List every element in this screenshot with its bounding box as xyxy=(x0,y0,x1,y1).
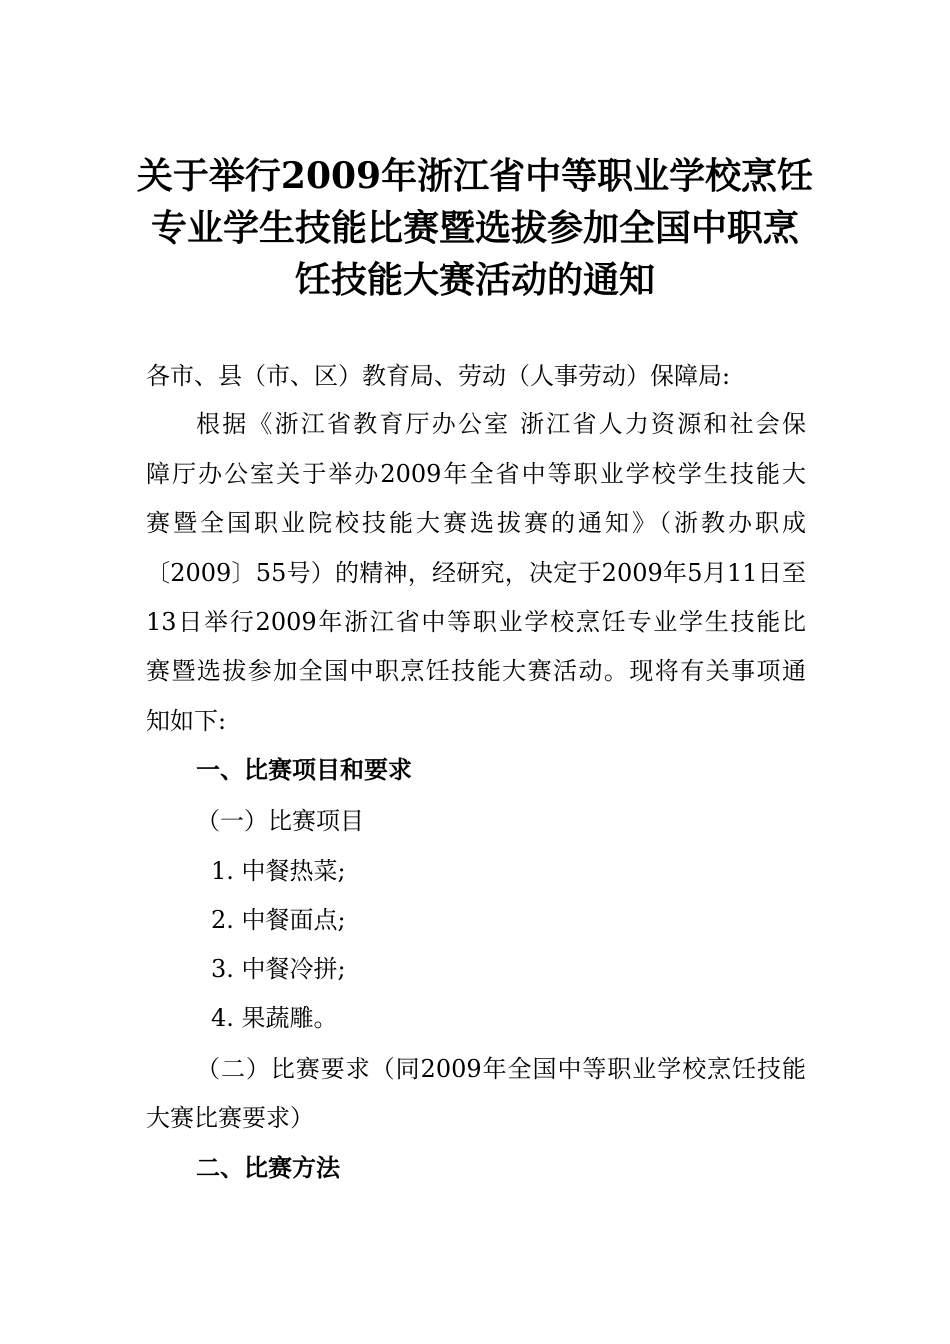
title-line-3: 饪技能大赛活动的通知 xyxy=(294,259,655,301)
section-1-sub-1: （一）比赛项目 xyxy=(196,807,364,835)
list-item-1: 1. 中餐热菜; xyxy=(211,857,346,885)
section-1-sub-2-line-1: （二）比赛要求（同2009年全国中等职业学校烹饪技能 xyxy=(196,1055,806,1083)
intro-line-2: 障厅办公室关于举办2009年全省中等职业学校学生技能大 xyxy=(146,460,806,488)
intro-line-1: 根据《浙江省教育厅办公室 浙江省人力资源和社会保 xyxy=(196,410,806,438)
section-2-heading: 二、比赛方法 xyxy=(196,1154,340,1182)
list-item-3: 3. 中餐冷拼; xyxy=(211,955,346,983)
title-line-1: 关于举行2009年浙江省中等职业学校烹饪 xyxy=(136,155,814,197)
list-item-2: 2. 中餐面点; xyxy=(211,906,346,934)
intro-line-6: 赛暨选拔参加全国中职烹饪技能大赛活动。现将有关事项通 xyxy=(146,657,806,685)
section-1-sub-2-line-2: 大赛比赛要求） xyxy=(146,1104,314,1132)
intro-line-7: 知如下: xyxy=(146,707,227,735)
title-line-2: 专业学生技能比赛暨选拔参加全国中职烹 xyxy=(150,207,799,249)
intro-line-3: 赛暨全国职业院校技能大赛选拔赛的通知》（浙教办职成 xyxy=(146,509,806,537)
section-1-heading: 一、比赛项目和要求 xyxy=(196,756,412,784)
list-item-4: 4. 果蔬雕。 xyxy=(211,1004,338,1032)
addressee: 各市、县（市、区）教育局、劳动（人事劳动）保障局: xyxy=(146,362,731,390)
intro-line-4: 〔2009〕55号）的精神，经研究，决定于2009年5月11日至 xyxy=(146,559,806,587)
intro-line-5: 13日举行2009年浙江省中等职业学校烹饪专业学生技能比 xyxy=(146,608,806,636)
document-title xyxy=(130,150,820,306)
